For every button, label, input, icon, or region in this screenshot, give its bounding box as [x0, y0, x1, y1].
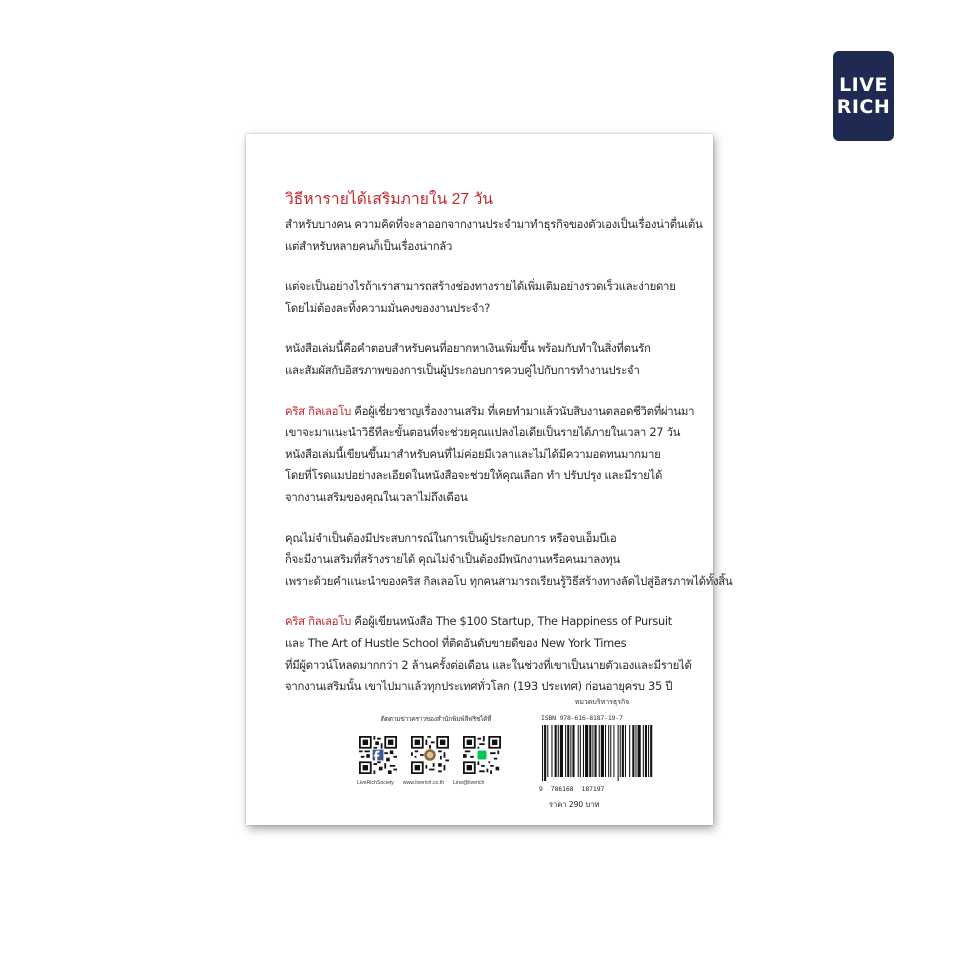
barcode-digit-lead: 9 — [539, 786, 543, 793]
text-line: แต่จะเป็นอย่างไรถ้าเราสามารถสร้างช่องทางรายได้เพิ่มเติมอย่างรวดเร็วและง่ายดาย — [285, 279, 676, 294]
text-line: และสัมผัสกับอิสรภาพของการเป็นผู้ประกอบการควบคู่ไปกับการทำงานประจำ — [285, 362, 640, 377]
text-line: ก็จะมีงานเสริมที่สร้างรายได้ คุณไม่จำเป็นต้องมีพนักงานหรือคนมาลงทุน — [285, 552, 620, 567]
qr-label-facebook: LiveRichSociety — [357, 780, 394, 786]
barcode-icon — [541, 725, 653, 781]
text-line: เขาจะมาแนะนำวิธีทีละขั้นตอนที่จะช่วยคุณแปลงไอเดียเป็นรายได้ภายในเวลา 27 วัน — [285, 425, 681, 440]
author-name-highlight: คริส กิลเลอโบ — [285, 403, 351, 418]
text-line — [285, 611, 705, 633]
barcode-digit-group-2: 187197 — [581, 786, 605, 793]
qr-label-line: Line@liverich — [453, 780, 485, 786]
cover-text — [285, 186, 733, 717]
category-label: หมวดบริหารธุรกิจ — [574, 698, 630, 706]
paragraph-2 — [285, 276, 705, 319]
qr-labels — [357, 780, 525, 786]
qr-label-website: www.liverich.co.th — [402, 780, 445, 786]
text-line: โดยไม่ต้องละทิ้งความมั่นคงของงานประจำ? — [285, 300, 491, 315]
text-line: จากงานเสริมนั้น เขาไปมาแล้วทุกประเทศทั่วโลก (193 ประเทศ) ก่อนอายุครบ 35 ปี — [285, 679, 673, 694]
paragraph-6 — [285, 611, 705, 697]
website-qr-code-icon — [411, 736, 449, 774]
paragraph-1 — [285, 214, 705, 257]
headline: วิธีหารายได้เสริมภายใน 27 วัน — [285, 191, 494, 208]
isbn-text: ISBN 978-616-8187-19-7 — [541, 714, 623, 722]
text-line: โดยที่โรดแมปอย่างละเอียดในหนังสือจะช่วยให้คุณเลือก ทำ ปรับปรุง และมีรายได้ — [285, 468, 663, 483]
paragraph-5 — [285, 528, 733, 593]
text-line — [285, 401, 705, 423]
text-span: คือผู้เขียนหนังสือ The $100 Startup, The Happiness of Pursuit — [350, 614, 672, 629]
line-qr-code-icon — [463, 736, 501, 774]
text-line: แต่สำหรับหลายคนก็เป็นเรื่องน่ากลัว — [285, 238, 453, 253]
paragraph-4 — [285, 401, 705, 509]
barcode-digit-group-1: 786168 — [550, 786, 574, 793]
isbn-block — [537, 697, 667, 811]
logo-line-1: LIVE — [839, 74, 888, 96]
price-label: ราคา 290 บาท — [549, 800, 600, 809]
author-name-highlight: คริส กิลเลอโบ — [285, 614, 351, 629]
text-line: คุณไม่จำเป็นต้องมีประสบการณ์ในการเป็นผู้ประกอบการ หรือจบเอ็มบีเอ — [285, 530, 617, 545]
facebook-qr-code-icon — [359, 736, 397, 774]
text-line: เพราะด้วยคำแนะนำของคริส กิลเลอโบ ทุกคนสามารถเรียนรู้วิธีสร้างทางลัดไปสู่อิสรภาพได้ทั้งสิ้น — [285, 573, 733, 588]
text-line: หนังสือเล่มนี้คือคำตอบสำหรับคนที่อยากหาเงินเพิ่มขึ้น พร้อมกับทำในสิ่งที่ตนรัก — [285, 341, 651, 356]
text-line: และ The Art of Hustle School ที่ติดอันดับขายดีของ New York Times — [285, 635, 627, 650]
text-line: จากงานเสริมของคุณในเวลาไม่ถึงเดือน — [285, 489, 468, 504]
text-line: หนังสือเล่มนี้เขียนขึ้นมาสำหรับคนที่ไม่ค่อยมีเวลาและไม่ได้มีความอดทนมากมาย — [285, 446, 661, 461]
text-span: คือผู้เชี่ยวชาญเรื่องงานเสริม ที่เคยทำมาแล้วนับสิบงานตลอดชีวิตที่ผ่านมา — [350, 403, 695, 418]
book-back-cover — [246, 134, 733, 825]
logo-line-2: RICH — [836, 96, 891, 118]
text-line: สำหรับบางคน ความคิดที่จะลาออกจากงานประจำมาทำธุรกิจของตัวเองเป็นเรื่องน่าตื่นเต้น — [285, 217, 703, 231]
liverich-logo — [833, 51, 894, 141]
follow-text: ติดตามข่าวคราวของสำนักพิมพ์ลีฟริชได้ที่ — [380, 715, 492, 723]
text-line: ที่มีผู้ดาวน์โหลดมากกว่า 2 ล้านครั้งต่อเดือน และในช่วงที่เขาเป็นนายตัวเองและมีรายได้ — [285, 657, 692, 672]
social-footer — [355, 714, 525, 786]
barcode-digits — [539, 786, 667, 793]
qr-code-row — [359, 736, 525, 774]
paragraph-3 — [285, 338, 705, 381]
